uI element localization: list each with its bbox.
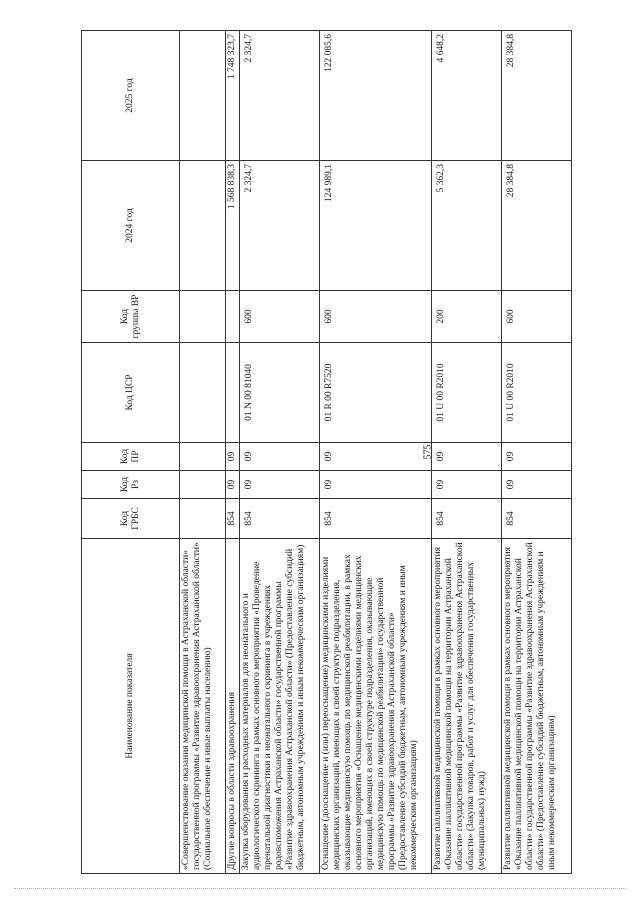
header-vr: Код группы ВР <box>82 291 180 343</box>
row-2024: 1 568 838,3 <box>226 161 240 291</box>
row-pr <box>180 443 226 471</box>
table-row <box>502 31 572 874</box>
header-grbs: Код ГРБС <box>82 499 180 539</box>
row-2024: 5 362,3 <box>432 161 502 291</box>
table-row <box>432 31 502 874</box>
row-pr: 09 <box>502 443 572 471</box>
row-grbs: 854 <box>320 499 432 539</box>
row-name: Развитие паллиативной медицинской помощи в рамках основного мероприятия «Оказание паллиативной медицинской помощи на территории Астраханской области» государственной программы «Развитие здравоохранения Астраханской области» (Закупка товаров, работ и услуг для обеспечения государственных (муниципальных) нужд) <box>432 539 502 874</box>
row-csr: 01 U 00 R2010 <box>502 343 572 443</box>
row-grbs <box>180 499 226 539</box>
row-2025: 28 384,8 <box>502 31 572 161</box>
row-2024: 2 324,7 <box>240 161 320 291</box>
row-2025: 2 324,7 <box>240 31 320 161</box>
bottom-divider <box>14 888 626 889</box>
row-rz: 09 <box>320 471 432 499</box>
row-rz: 09 <box>502 471 572 499</box>
header-csr: Код ЦСР <box>82 343 180 443</box>
header-pr: Код ПР <box>82 443 180 471</box>
table-row <box>226 31 240 874</box>
row-grbs: 854 <box>226 499 240 539</box>
row-name: Оснащение (дооснащение и (или) переоснащение) медицинскими изделиями медицинских организаций, имеющих в своей структуре подразделения, оказывающие медицинскую помощь по медицинской реабилитации, в рамках основного мероприятия «Оснащение медицинскими изделиями медицинских организаций, имеющих в своей структуре подразделения, оказывающие медицинскую помощь по медицинской реабилитации» государственной программы «Развитие здравоохранения Астраханской области» (Предоставление субсидий бюджетным, автономным учреждениям и иным некоммерческим организациям) <box>320 539 432 874</box>
row-vr: 600 <box>320 291 432 343</box>
budget-table <box>81 30 572 874</box>
row-name: «Совершенствование оказания медицинской помощи в Астраханской области» государственной программы «Развитие здравоохранения Астраханской области» (Социальное обеспечение и иные выплаты населению) <box>180 539 226 874</box>
row-name: Развитие паллиативной медицинской помощи в рамках основного мероприятия «Оказание паллиативной медицинской помощи на территории Астраханской области» государственной программы «Развитие здравоохранения Астраханской области» (Предоставление субсидий бюджетным, автономным учреждениям и иным некоммерческим организациям) <box>502 539 572 874</box>
row-pr: 09 <box>226 443 240 471</box>
row-csr: 01 R 00 R7520 <box>320 343 432 443</box>
row-grbs: 854 <box>502 499 572 539</box>
header-2025: 2025 год <box>82 31 180 161</box>
row-vr: 600 <box>240 291 320 343</box>
row-2025: 4 648,2 <box>432 31 502 161</box>
row-rz: 09 <box>240 471 320 499</box>
row-name: Другие вопросы в области здравоохранения <box>226 539 240 874</box>
row-grbs: 854 <box>240 499 320 539</box>
row-pr: 09 <box>240 443 320 471</box>
row-2025: 122 085,6 <box>320 31 432 161</box>
page-number: 575 <box>422 444 434 460</box>
header-name: Наименование показателя <box>82 539 180 874</box>
row-pr: 09 <box>320 443 432 471</box>
row-rz: 09 <box>226 471 240 499</box>
row-2025 <box>180 31 226 161</box>
row-2024: 124 989,1 <box>320 161 432 291</box>
budget-table-rotated <box>81 31 557 874</box>
row-pr: 09 <box>432 443 502 471</box>
row-csr: 01 U 00 R2010 <box>432 343 502 443</box>
table-row <box>240 31 320 874</box>
row-rz: 09 <box>432 471 502 499</box>
row-2025: 1 748 323,7 <box>226 31 240 161</box>
row-grbs: 854 <box>432 499 502 539</box>
row-vr <box>226 291 240 343</box>
table-row <box>180 31 226 874</box>
header-rz: Код Рз <box>82 471 180 499</box>
row-csr <box>180 343 226 443</box>
header-2024: 2024 год <box>82 161 180 291</box>
row-vr <box>180 291 226 343</box>
header-row <box>82 31 180 874</box>
row-vr: 200 <box>432 291 502 343</box>
row-name: Закупка оборудования и расходных материалов для неонатального и аудиологического скрининга в рамках основного мероприятия «Проведение пренатальной диагностики и неонатального скрининга в учреждениях родовспоможения Астраханской области» государственной программы «Развитие здравоохранения Астраханской области» (Предоставление субсидий бюджетным, автономным учреждениям и иным некоммерческим организациям) <box>240 539 320 874</box>
row-csr: 01 N 00 81040 <box>240 343 320 443</box>
table-row <box>320 31 432 874</box>
row-2024 <box>180 161 226 291</box>
row-vr: 600 <box>502 291 572 343</box>
row-rz <box>180 471 226 499</box>
row-2024: 28 384,8 <box>502 161 572 291</box>
row-csr <box>226 343 240 443</box>
